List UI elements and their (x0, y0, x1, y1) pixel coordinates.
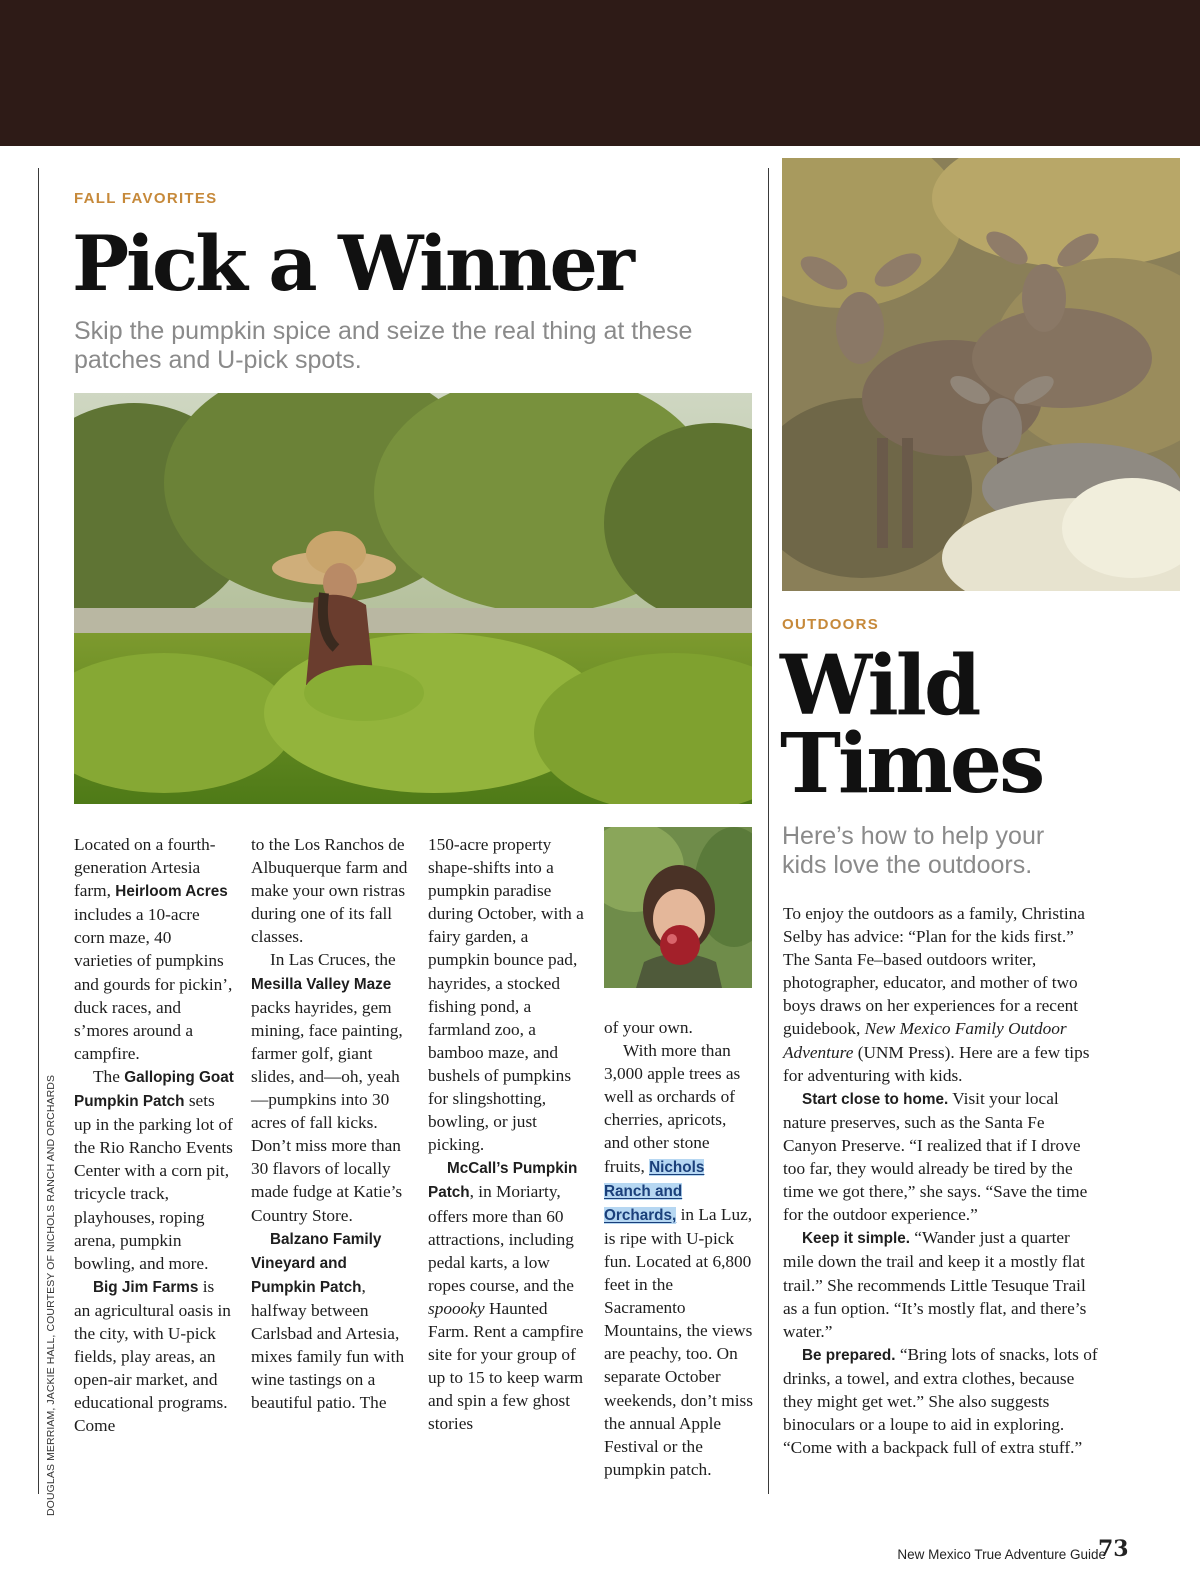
article-column-4: of your own. With more than 3,000 apple trees as well as orchards of cherries, apricots, and other stone fruits, Nichols Ranch and Orchards, in La Luz, is ripe with U-pick fun. Located at 6,800 feet in the Sacramento Mountains, the views are peachy, too. On separate October weekends, don’t miss the annual Apple Festival or the pumpkin patch. (604, 1018, 753, 1479)
article-column-right: To enjoy the outdoors as a family, Christina Selby has advice: “Plan for the kids first.” The Santa Fe–based outdoors writer, photographer, educator, and mother of two boys draws on her experiences for a recent guidebook, New Mexico Family Outdoor Adventure (UNM Press). Here are a few tips for adventuring with kids. Start close to home. Visit your local nature preserves, such as the Santa Fe Canyon Preserve. “I realized that if I drove too far, they would already be tired by the time we got there,” she says. “Save the time for the outdoor experience.” Keep it simple. “Wander just a quarter mile down the trail and keep it a mostly flat trail.” She recommends Little Tesuque Trail as a fun option. “It’s mostly flat, and there’s water.” Be prepared. “Bring lots of snacks, lots of drinks, a towel, and extra clothes, because they might get wet.” She also suggests binoculars or a loupe to aid in exploring. “Come with a backpack full of extra stuff.” (783, 904, 1098, 1458)
headline-pick-a-winner: Pick a Winner (72, 219, 632, 308)
photo-girl-eating-apple (604, 827, 752, 988)
headline-wild-times (780, 638, 1043, 812)
dek-wild-times: Here’s how to help your kids love the outdoors. (782, 822, 1045, 879)
section-kicker-outdoors: OUTDOORS (782, 616, 880, 633)
nichols-ranch-link[interactable]: Nichols Ranch and Orchards, (604, 1158, 705, 1224)
left-column-rule (38, 168, 39, 1494)
article-column-1: Located on a fourth-generation Artesia farm, Heirloom Acres includes a 10-acre corn maze, 40 varieties of pumpkins and gourds for pickin’, duck races, and s’mores around a campfire. The Galloping Goat Pumpkin Patch sets up in the parking lot of the Rio Rancho Events Center with a corn pit, tricycle track, playhouses, roping arena, pumpkin bowling, and more. Big Jim Farms is an agricultural oasis in the city, with U-pick fields, play areas, an open-air market, and educational programs. Come (74, 835, 234, 1436)
center-column-rule (768, 168, 769, 1494)
photo-mule-deer (782, 158, 1180, 591)
footer-publication-name: New Mexico True Adventure Guide (897, 1547, 1106, 1562)
page-number: 73 (1098, 1536, 1129, 1562)
dek-pick-a-winner: Skip the pumpkin spice and seize the real thing at these patches and U-pick spots. (74, 317, 693, 374)
headline-line-times: Times (780, 716, 1043, 812)
top-color-band (0, 0, 1200, 146)
photo-woman-in-pepper-field (74, 393, 752, 804)
headline-line-wild: Wild (780, 638, 979, 734)
photo-credit: DOUGLAS MERRIAM, JACKIE HALL, COURTESY OF NICHOLS RANCH AND ORCHARDS (45, 1074, 57, 1516)
article-column-2: to the Los Ranchos de Albuquerque farm and make your own ristras during one of its fall classes. In Las Cruces, the Mesilla Valley Maze packs hayrides, gem mining, face painting, farmer golf, giant slides, and—oh, yeah—pumpkins into 30 acres of fall kicks. Don’t miss more than 30 flavors of locally made fudge at Katie’s Country Store. Balzano Family Vineyard and Pumpkin Patch, halfway between Carlsbad and Artesia, mixes family fun with wine tastings on a beautiful patio. The (251, 835, 408, 1413)
section-kicker-fall-favorites: FALL FAVORITES (74, 190, 218, 207)
article-column-3: 150-acre property shape-shifts into a pumpkin paradise during October, with a fairy garden, a pumpkin bounce pad, hayrides, a stocked fishing pond, a farmland zoo, a bamboo maze, and bushels of pumpkins for slingshotting, bowling, or just picking. McCall’s Pumpkin Patch, in Moriarty, offers more than 60 attractions, including pedal karts, a low ropes course, and the spoooky Haunted Farm. Rent a campfire site for your group of up to 15 to keep warm and spin a few ghost stories (428, 835, 584, 1434)
